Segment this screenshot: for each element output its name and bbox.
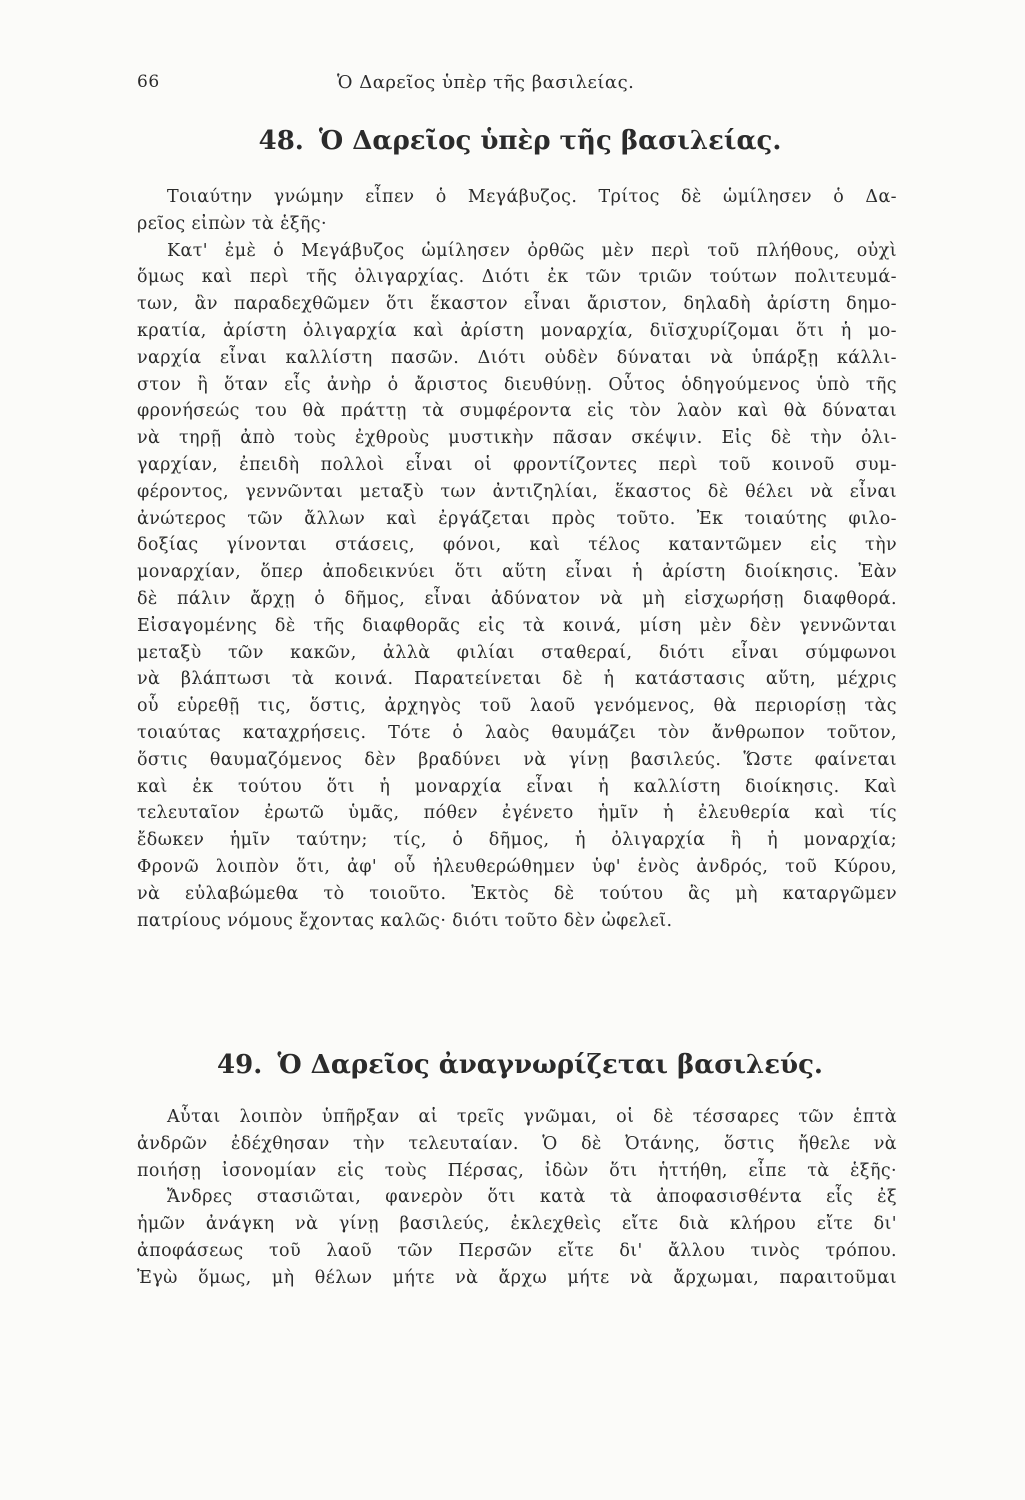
text-line: ὅστις θαυμαζόμενος δὲν βραδύνει νὰ γίνῃ βασιλεύς. Ὥστε φαίνεται xyxy=(137,749,897,770)
section-49-title: Ὁ Δαρεῖος ἀναγνωρίζεται βασιλεύς. xyxy=(277,1050,823,1080)
running-title: Ὁ Δαρεῖος ὑπὲρ τῆς βασιλείας. xyxy=(337,72,635,93)
text-line: καὶ ἐκ τούτου ὅτι ἡ μοναρχία εἶναι ἡ καλλίστη διοίκησις. Καὶ xyxy=(137,776,897,797)
text-line: ἀποφάσεως τοῦ λαοῦ τῶν Περσῶν εἴτε δι' ἄλλου τινὸς τρόπου. xyxy=(137,1240,897,1261)
section-48-heading xyxy=(200,126,840,156)
text-line: Κατ' ἐμὲ ὁ Μεγάβυζος ὡμίλησεν ὀρθῶς μὲν περὶ τοῦ πλήθους, οὐχὶ xyxy=(167,240,897,261)
text-line: γαρχίαν, ἐπειδὴ πολλοὶ εἶναι οἱ φροντίζοντες περὶ τοῦ κοινοῦ συμ- xyxy=(137,454,897,475)
text-line: ναρχία εἶναι καλλίστη πασῶν. Διότι οὐδὲν δύναται νὰ ὑπάρξῃ κάλλι- xyxy=(137,347,897,368)
section-48-title: Ὁ Δαρεῖος ὑπὲρ τῆς βασιλείας. xyxy=(318,126,782,156)
text-line: Ἐγὼ ὅμως, μὴ θέλων μήτε νὰ ἄρχω μήτε νὰ ἄρχωμαι, παραιτοῦμαι xyxy=(137,1267,897,1288)
running-head xyxy=(137,72,897,102)
text-line: κρατία, ἀρίστη ὀλιγαρχία καὶ ἀρίστη μοναρχία, διϊσχυρίζομαι ὅτι ἡ μο- xyxy=(137,320,897,341)
text-line: δὲ πάλιν ἄρχῃ ὁ δῆμος, εἶναι ἀδύνατον νὰ μὴ εἰσχωρήσῃ διαφθορά. xyxy=(137,588,897,609)
section-49-body xyxy=(137,1104,897,1292)
text-line: ἀνδρῶν ἐδέχθησαν τὴν τελευταίαν. Ὁ δὲ Ὀτάνης, ὅστις ἤθελε νὰ xyxy=(137,1133,897,1154)
text-line: δοξίας γίνονται στάσεις, φόνοι, καὶ τέλος καταντῶμεν εἰς τὴν xyxy=(137,535,897,556)
text-line: μοναρχίαν, ὅπερ ἀποδεικνύει ὅτι αὕτη εἶναι ἡ ἀρίστη διοίκησις. Ἐὰν xyxy=(137,562,897,583)
text-line: ἀνώτερος τῶν ἄλλων καὶ ἐργάζεται πρὸς τοῦτο. Ἐκ τοιαύτης φιλο- xyxy=(137,508,897,529)
text-line: των, ἂν παραδεχθῶμεν ὅτι ἕκαστον εἶναι ἄριστον, δηλαδὴ ἀρίστη δημο- xyxy=(137,294,897,315)
section-48-number: 48. xyxy=(258,126,304,156)
text-line: Ἄνδρες στασιῶται, φανερὸν ὅτι κατὰ τὰ ἀποφασισθέντα εἷς ἐξ xyxy=(167,1187,897,1208)
page-number: 66 xyxy=(137,72,160,92)
section-49-heading xyxy=(200,1050,840,1080)
text-line: ἡμῶν ἀνάγκη νὰ γίνῃ βασιλεύς, ἐκλεχθεὶς εἴτε διὰ κλήρου εἴτε δι' xyxy=(137,1214,897,1235)
text-line: ρεῖος εἰπὼν τὰ ἑξῆς· xyxy=(137,213,327,234)
text-line: Αὗται λοιπὸν ὑπῆρξαν αἱ τρεῖς γνῶμαι, οἱ δὲ τέσσαρες τῶν ἑπτὰ xyxy=(167,1107,897,1127)
text-line: φρονήσεώς του θὰ πράττῃ τὰ συμφέροντα εἰς τὸν λαὸν καὶ θὰ δύναται xyxy=(137,401,897,422)
section-49-number: 49. xyxy=(217,1050,263,1080)
section-48-body xyxy=(137,184,897,934)
text-line: τελευταῖον ἐρωτῶ ὑμᾶς, πόθεν ἐγένετο ἡμῖν ἡ ἐλευθερία καὶ τίς xyxy=(137,803,897,824)
text-line: Εἰσαγομένης δὲ τῆς διαφθορᾶς εἰς τὰ κοινά, μίση μὲν δὲν γεννῶνται xyxy=(137,615,897,636)
text-line: μεταξὺ τῶν κακῶν, ἀλλὰ φιλίαι σταθεραί, διότι εἶναι σύμφωνοι xyxy=(137,642,897,663)
text-line: τοιαύτας καταχρήσεις. Τότε ὁ λαὸς θαυμάζει τὸν ἄνθρωπον τοῦτον, xyxy=(137,722,897,743)
text-line: νὰ τηρῇ ἀπὸ τοὺς ἐχθροὺς μυστικὴν πᾶσαν σκέψιν. Εἰς δὲ τὴν ὀλι- xyxy=(137,428,897,449)
text-line: Φρονῶ λοιπὸν ὅτι, ἀφ' οὗ ἠλευθερώθημεν ὑφ' ἑνὸς ἀνδρός, τοῦ Κύρου, xyxy=(137,856,897,877)
text-line: νὰ εὐλαβώμεθα τὸ τοιοῦτο. Ἐκτὸς δὲ τούτου ἂς μὴ καταργῶμεν xyxy=(137,883,897,904)
text-line: στον ἢ ὅταν εἷς ἀνὴρ ὁ ἄριστος διευθύνῃ. Οὗτος ὁδηγούμενος ὑπὸ τῆς xyxy=(137,374,897,395)
text-line: οὗ εὑρεθῇ τις, ὅστις, ἀρχηγὸς τοῦ λαοῦ γενόμενος, θὰ περιορίσῃ τὰς xyxy=(137,696,897,717)
text-line: πατρίους νόμους ἔχοντας καλῶς· διότι τοῦτο δὲν ὠφελεῖ. xyxy=(137,910,673,931)
text-line: ποιήσῃ ἰσονομίαν εἰς τοὺς Πέρσας, ἰδὼν ὅτι ἡττήθη, εἶπε τὰ ἑξῆς· xyxy=(137,1160,897,1181)
text-line: ἔδωκεν ἡμῖν ταύτην; τίς, ὁ δῆμος, ἡ ὀλιγαρχία ἢ ἡ μοναρχία; xyxy=(137,830,897,851)
text-line: νὰ βλάπτωσι τὰ κοινά. Παρατείνεται δὲ ἡ κατάστασις αὕτη, μέχρις xyxy=(137,669,897,690)
text-line: Τοιαύτην γνώμην εἶπεν ὁ Μεγάβυζος. Τρίτος δὲ ὡμίλησεν ὁ Δα- xyxy=(167,187,897,207)
text-line: φέροντος, γεννῶνται μεταξὺ των ἀντιζηλίαι, ἕκαστος δὲ θέλει νὰ εἶναι xyxy=(137,481,897,502)
text-line: ὅμως καὶ περὶ τῆς ὀλιγαρχίας. Διότι ἐκ τῶν τριῶν τούτων πολιτευμά- xyxy=(137,267,897,288)
